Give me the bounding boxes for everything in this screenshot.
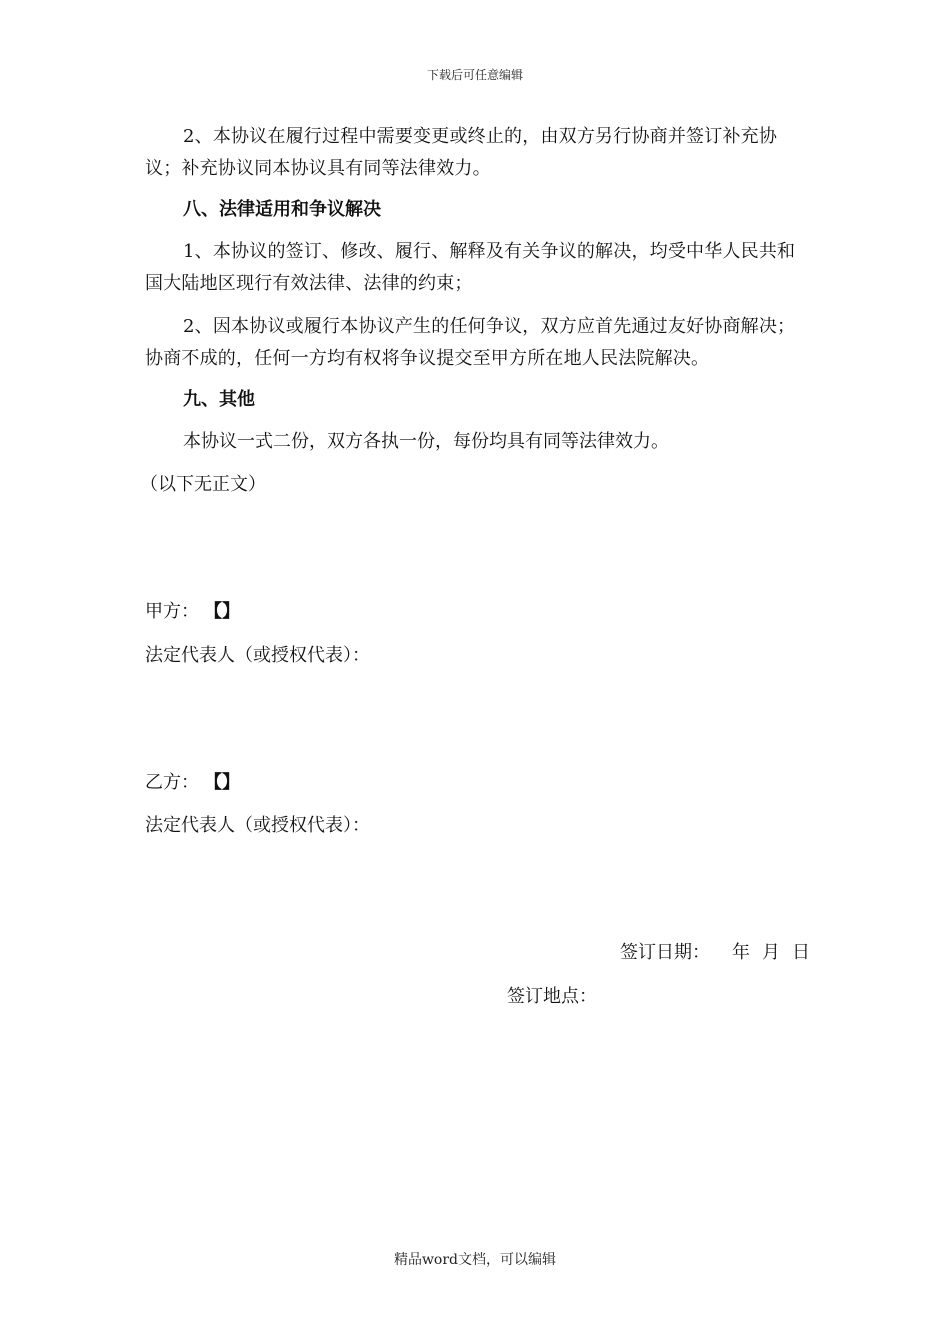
party-b-representative: 法定代表人（或授权代表）： (145, 815, 370, 836)
party-a-label: 甲方： (145, 601, 199, 622)
clause-7-2: 2、本协议在履行过程中需要变更或终止的，由双方另行协商并签订补充协议；补充协议同本协议具有同等法律效力。 (145, 126, 778, 179)
page-header: 下载后可任意编辑 (426, 68, 523, 82)
clause-9: 本协议一式二份，双方各执一份，每份均具有同等法律效力。 (183, 431, 669, 452)
party-b-label: 乙方： (145, 772, 199, 793)
party-b-line (145, 767, 240, 799)
party-a-name-bracket: 【】 (213, 601, 240, 622)
party-a-representative: 法定代表人（或授权代表）： (145, 645, 370, 666)
clause-8-2: 2、因本协议或履行本协议产生的任何争议，双方应首先通过友好协商解决；协商不成的，任何一方均有权将争议提交至甲方所在地人民法院解决。 (145, 316, 796, 369)
signing-date-line (620, 937, 810, 969)
signing-date-label: 签订日期： (620, 942, 710, 963)
party-a-line (145, 596, 240, 628)
section-heading-9: 九、其他 (183, 389, 255, 410)
section-heading-8: 八、法律适用和争议解决 (183, 199, 381, 220)
signing-date-day: 日 (792, 942, 810, 963)
page-footer: 精品word文档，可以编辑 (393, 1252, 557, 1268)
party-b-name-bracket: 【】 (213, 772, 240, 793)
signing-place: 签订地点： (507, 986, 597, 1007)
clause-8-1: 1、本协议的签订、修改、履行、解释及有关争议的解决，均受中华人民共和国大陆地区现行有效法律、法律的约束； (145, 241, 796, 294)
no-more-text-note: （以下无正文） (140, 474, 266, 495)
signing-date-month: 月 (762, 942, 780, 963)
signing-date-year: 年 (732, 942, 750, 963)
